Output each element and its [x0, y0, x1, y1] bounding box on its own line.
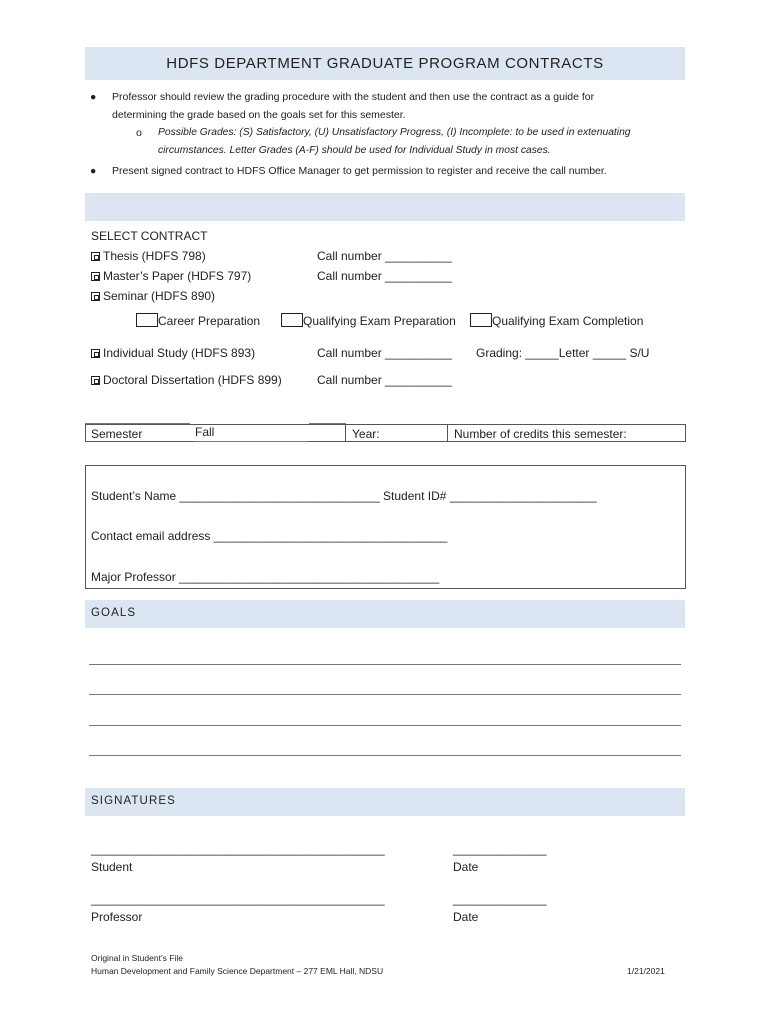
footer-original: Original in Student’s File — [91, 953, 183, 963]
checkbox-icon[interactable] — [91, 272, 100, 281]
bullet-2: Present signed contract to HDFS Office Manager to get permission to register and receive the call number. — [112, 165, 607, 177]
credits-label: Number of credits this semester: — [454, 427, 627, 441]
year-label: Year: — [352, 427, 380, 441]
grading-field: Grading: _____Letter _____ S/U — [476, 346, 650, 360]
individual-option[interactable] — [91, 346, 255, 360]
qual-comp-label: Qualifying Exam Completion — [492, 314, 644, 328]
sub-bullet-line-1: Possible Grades: (S) Satisfactory, (U) Unsatisfactory Progress, (I) Incomplete: to be used in extenuating — [158, 127, 631, 138]
checkbox-icon[interactable] — [91, 252, 100, 261]
sub-bullet-line-2: circumstances. Letter Grades (A-F) should be used for Individual Study in most cases. — [158, 145, 551, 156]
professor-signature-label: Professor — [91, 910, 143, 924]
checkbox-icon[interactable] — [91, 349, 100, 358]
semester-field[interactable]: Fall — [195, 425, 215, 439]
goal-line[interactable] — [89, 755, 681, 756]
professor-date-label: Date — [453, 910, 479, 924]
checkbox-icon[interactable] — [470, 313, 492, 327]
semester-label: Semester — [91, 427, 143, 441]
bullet-dot: ● — [90, 91, 97, 103]
checkbox-icon[interactable] — [281, 313, 303, 327]
career-option[interactable] — [136, 313, 260, 328]
signatures-heading: SIGNATURES — [91, 795, 176, 807]
student-date-label: Date — [453, 860, 479, 874]
doctoral-option[interactable] — [91, 373, 282, 387]
page-title: HDFS DEPARTMENT GRADUATE PROGRAM CONTRACTS — [166, 55, 604, 72]
checkbox-icon[interactable] — [136, 313, 158, 327]
student-signature-line[interactable]: ____________________________________________ — [91, 842, 385, 856]
bullet-1-line-1: Professor should review the grading procedure with the student and then use the contract as a guide for — [112, 91, 595, 103]
thesis-option[interactable] — [91, 249, 206, 263]
qual-prep-label: Qualifying Exam Preparation — [303, 314, 456, 328]
select-contract-heading: SELECT CONTRACT — [91, 229, 208, 243]
bullet-dot: ● — [90, 165, 97, 177]
sub-bullet-marker: o — [136, 127, 142, 139]
seminar-option[interactable] — [91, 289, 215, 303]
seminar-label: Seminar (HDFS 890) — [103, 289, 216, 303]
doctoral-call-number: Call number __________ — [317, 373, 452, 387]
divider — [345, 424, 346, 442]
professor-signature-line[interactable]: ____________________________________________ — [91, 892, 385, 906]
individual-label: Individual Study (HDFS 893) — [103, 346, 256, 360]
qual-prep-option[interactable] — [281, 313, 456, 328]
goal-line[interactable] — [89, 725, 681, 726]
footer-date: 1/21/2021 — [627, 966, 665, 976]
masters-call-number: Call number __________ — [317, 269, 452, 283]
semester-underline — [194, 441, 309, 442]
goals-band — [85, 600, 685, 628]
thesis-call-number: Call number __________ — [317, 249, 452, 263]
footer-department: Human Development and Family Science Department – 277 EML Hall, NDSU — [91, 966, 384, 976]
student-signature-label: Student — [91, 860, 133, 874]
masters-label: Master’s Paper (HDFS 797) — [103, 269, 252, 283]
bullet-1-line-2: determining the grade based on the goals set for this semester. — [112, 109, 406, 121]
professor-date-line[interactable]: ______________ — [453, 892, 547, 906]
student-date-line[interactable]: ______________ — [453, 842, 547, 856]
career-label: Career Preparation — [158, 314, 261, 328]
checkbox-icon[interactable] — [91, 292, 100, 301]
checkbox-icon[interactable] — [91, 376, 100, 385]
student-name-field[interactable]: Student’s Name ______________________________ Student ID# ______________________ — [91, 489, 597, 503]
major-professor-field[interactable]: Major Professor _______________________________________ — [91, 570, 440, 584]
divider — [447, 424, 448, 442]
section-band — [85, 193, 685, 221]
doctoral-label: Doctoral Dissertation (HDFS 899) — [103, 373, 282, 387]
individual-call-number: Call number __________ — [317, 346, 452, 360]
goal-line[interactable] — [89, 694, 681, 695]
goals-heading: GOALS — [91, 607, 137, 619]
contact-email-field[interactable]: Contact email address ___________________________________ — [91, 529, 448, 543]
thesis-label: Thesis (HDFS 798) — [103, 249, 206, 263]
goal-line[interactable] — [89, 664, 681, 665]
masters-option[interactable] — [91, 269, 251, 283]
qual-comp-option[interactable] — [470, 313, 643, 328]
